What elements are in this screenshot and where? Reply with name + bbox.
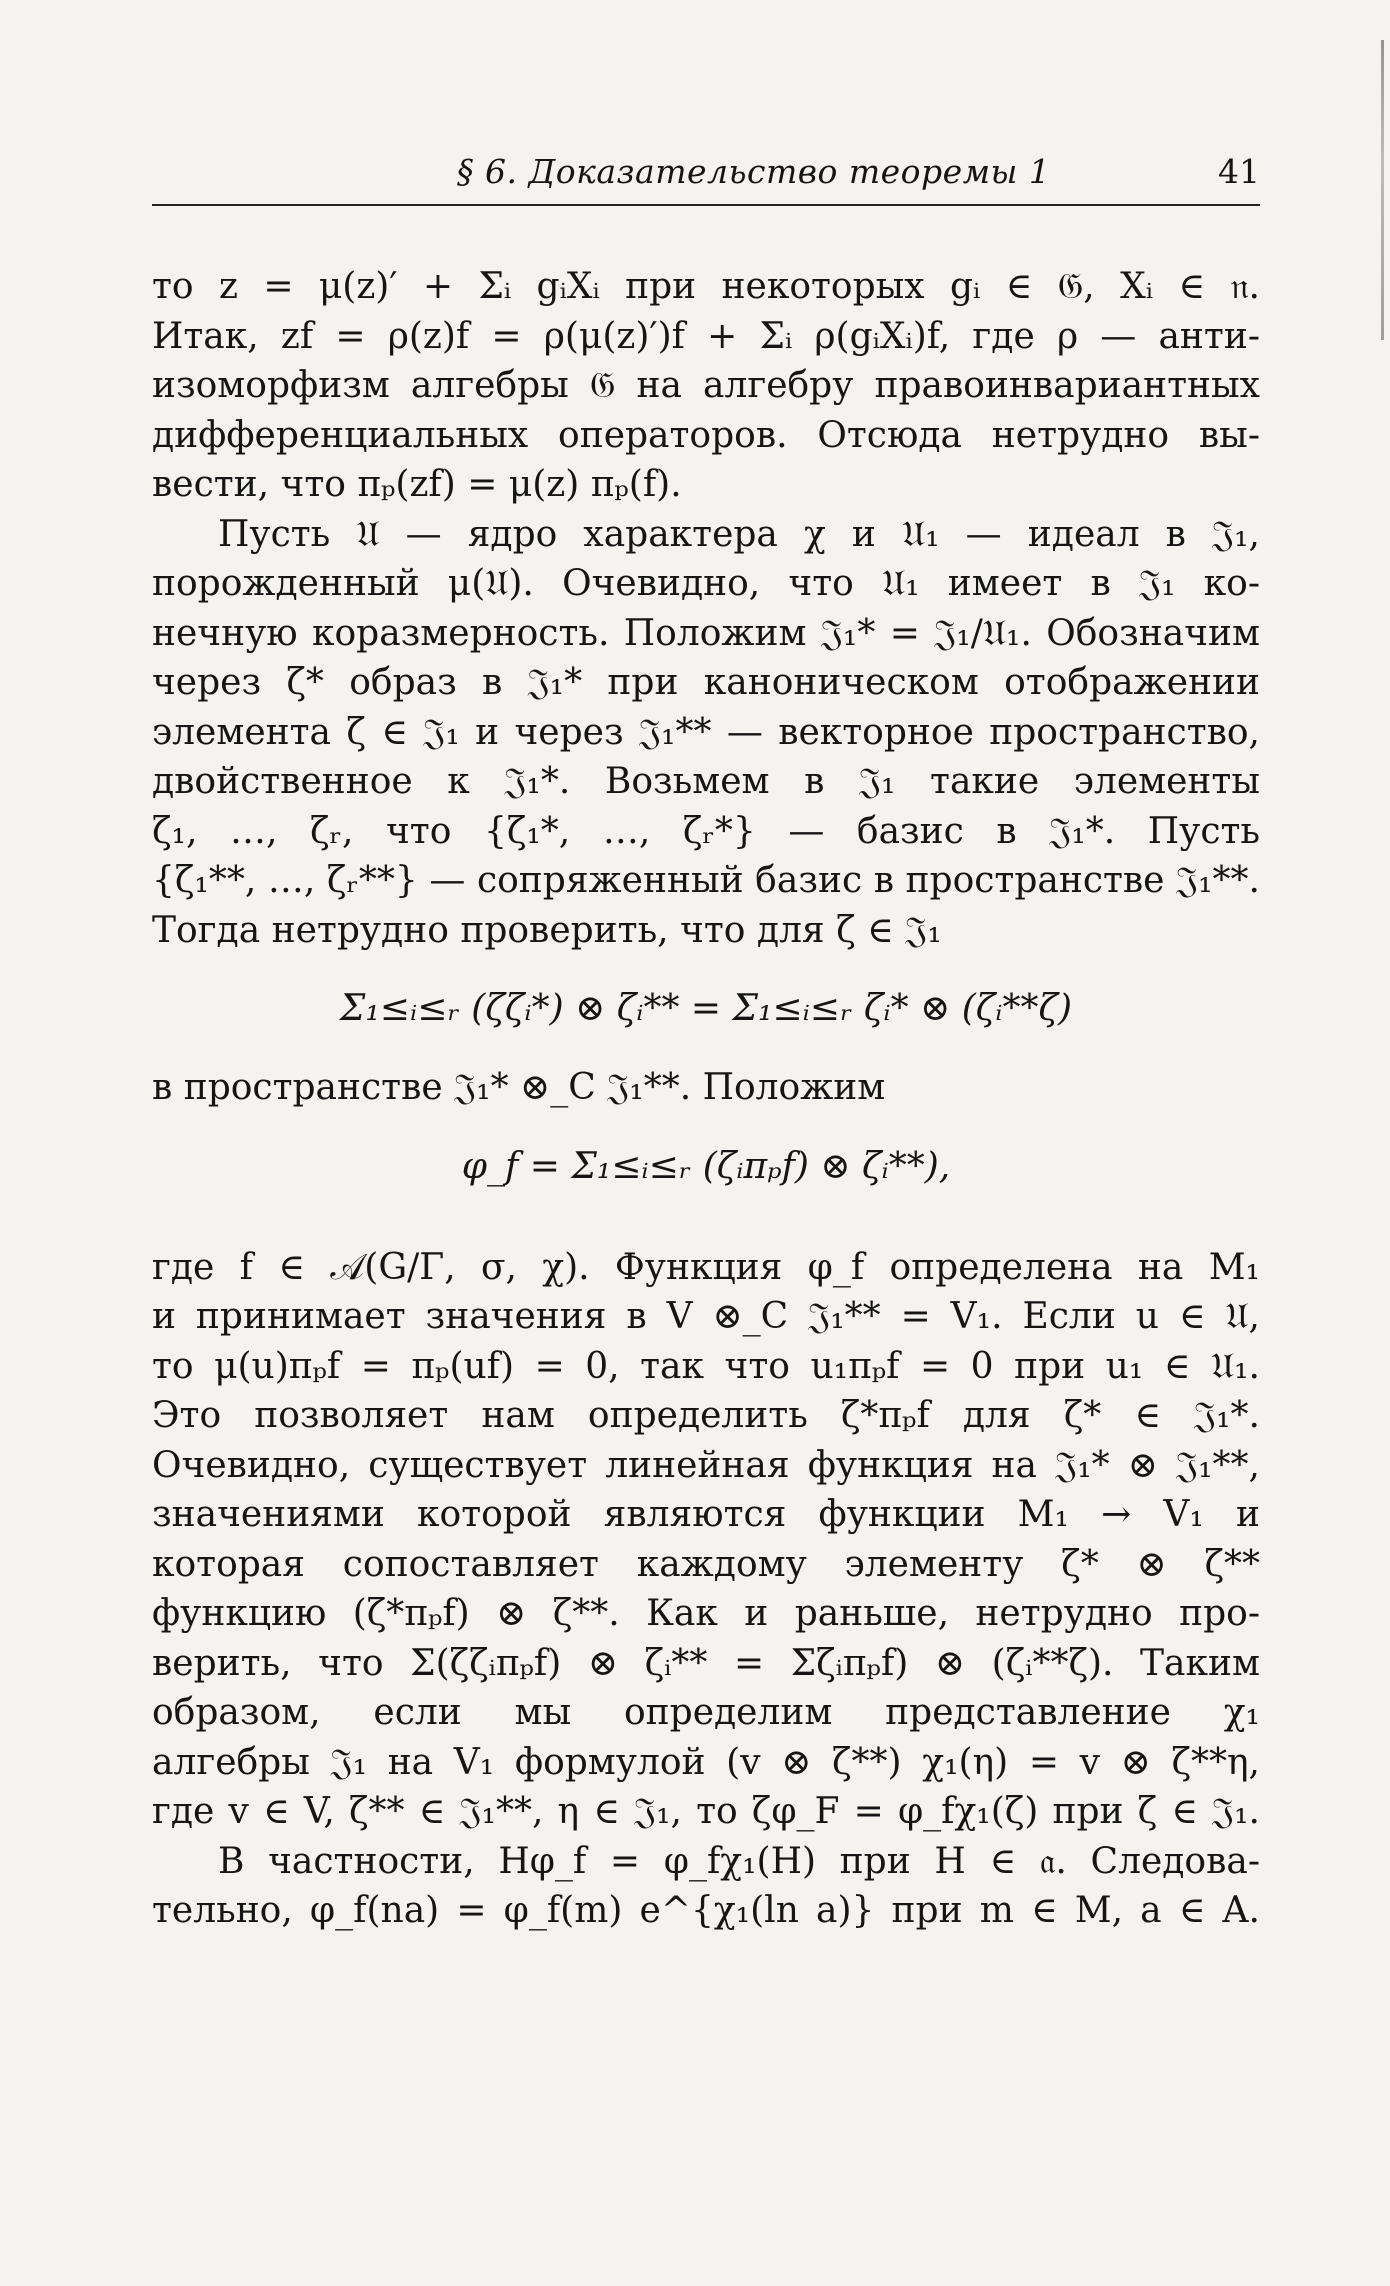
text-line: вести, что πₚ(zf) = μ(z) πₚ(f). — [152, 464, 682, 505]
text-line: верить, что Σ(ζζᵢπₚf) ⊗ ζᵢ** = Σζᵢπₚf) ⊗ (ζᵢ**ζ). Таким — [152, 1642, 1260, 1684]
text-line: изоморфизм алгебры 𝔊 на алгебру правоинвариантных — [152, 365, 1260, 406]
formula-sum-identity: Σ₁≤ᵢ≤ᵣ (ζζᵢ*) ⊗ ζᵢ** = Σ₁≤ᵢ≤ᵣ ζᵢ* ⊗ (ζᵢ**ζ) — [339, 988, 1073, 1029]
text-line: дифференциальных операторов. Отсюда нетрудно вы- — [152, 414, 1260, 456]
text-line: в пространстве 𝔍₁* ⊗_C 𝔍₁**. Положим — [152, 1067, 886, 1108]
text-line: и принимает значения в V ⊗_C 𝔍₁** = V₁. Если u ∈ 𝔘, — [152, 1296, 1260, 1337]
text-line: порожденный μ(𝔘). Очевидно, что 𝔘₁ имеет в 𝔍₁ ко- — [152, 563, 1260, 604]
text-line: ζ₁, …, ζᵣ, что {ζ₁*, …, ζᵣ*} — базис в 𝔍₁*. Пусть — [152, 810, 1260, 852]
paragraph-block-2 — [152, 1243, 1260, 1936]
text-line: через ζ* образ в 𝔍₁* при каноническом отображении — [152, 662, 1260, 703]
text-line: тельно, φ_f(na) = φ_f(m) e^{χ₁(ln a)} при m ∈ M, a ∈ A. — [152, 1890, 1260, 1931]
text-line: Пусть 𝔘 — ядро характера χ и 𝔘₁ — идеал в 𝔍₁, — [218, 513, 1260, 555]
text-line: нечную коразмерность. Положим 𝔍₁* = 𝔍₁/𝔘₁. Обозначим — [152, 612, 1260, 654]
formula-phi-definition: φ_f = Σ₁≤ᵢ≤ᵣ (ζᵢπₚf) ⊗ ζᵢ**), — [461, 1145, 951, 1187]
text-line: элемента ζ ∈ 𝔍₁ и через 𝔍₁** — векторное пространство, — [152, 711, 1260, 753]
book-page — [152, 150, 1260, 1936]
text-line: образом, если мы определим представление χ₁ — [152, 1692, 1260, 1733]
page-number: 41 — [1218, 152, 1260, 191]
paragraph-block-1 — [152, 262, 1260, 955]
text-line: где v ∈ V, ζ** ∈ 𝔍₁**, η ∈ 𝔍₁, то ζφ_F = φ_fχ₁(ζ) при ζ ∈ 𝔍₁. — [152, 1791, 1260, 1832]
text-line: {ζ₁**, …, ζᵣ**} — сопряженный базис в пространстве 𝔍₁**. — [152, 860, 1260, 901]
text-line: Очевидно, существует линейная функция на 𝔍₁* ⊗ 𝔍₁**, — [152, 1444, 1260, 1486]
scan-edge-artifact — [1381, 40, 1384, 340]
section-title: § 6. Доказательство теоремы 1 — [457, 152, 1051, 191]
text-line: функцию (ζ*πₚf) ⊗ ζ**. Как и раньше, нетрудно про- — [152, 1593, 1260, 1634]
text-line: Это позволяет нам определить ζ*πₚf для ζ* ∈ 𝔍₁*. — [152, 1395, 1260, 1436]
text-line: то z = μ(z)′ + Σᵢ gᵢXᵢ при некоторых gᵢ ∈ 𝔊, Xᵢ ∈ 𝔫. — [152, 266, 1260, 307]
text-line: Тогда нетрудно проверить, что для ζ ∈ 𝔍₁ — [152, 909, 942, 951]
text-line: Итак, zf = ρ(z)f = ρ(μ(z)′)f + Σᵢ ρ(gᵢXᵢ)f, где ρ — анти- — [152, 315, 1260, 357]
text-line: двойственное к 𝔍₁*. Возьмем в 𝔍₁ такие элементы — [152, 761, 1260, 802]
running-header — [152, 150, 1260, 206]
text-line: В частности, Hφ_f = φ_fχ₁(H) при H ∈ 𝔞. Следова- — [218, 1840, 1260, 1882]
text-line: значениями которой являются функции M₁ → V₁ и — [152, 1494, 1260, 1535]
text-line: которая сопоставляет каждому элементу ζ* ⊗ ζ** — [152, 1543, 1260, 1585]
text-line: то μ(u)πₚf = πₚ(uf) = 0, так что u₁πₚf = 0 при u₁ ∈ 𝔘₁. — [152, 1345, 1260, 1387]
body-text — [152, 262, 1260, 1936]
text-line: где f ∈ 𝒜(G/Γ, σ, χ). Функция φ_f определена на M₁ — [152, 1246, 1260, 1288]
text-line: алгебры 𝔍₁ на V₁ формулой (v ⊗ ζ**) χ₁(η) = v ⊗ ζ**η, — [152, 1741, 1260, 1783]
